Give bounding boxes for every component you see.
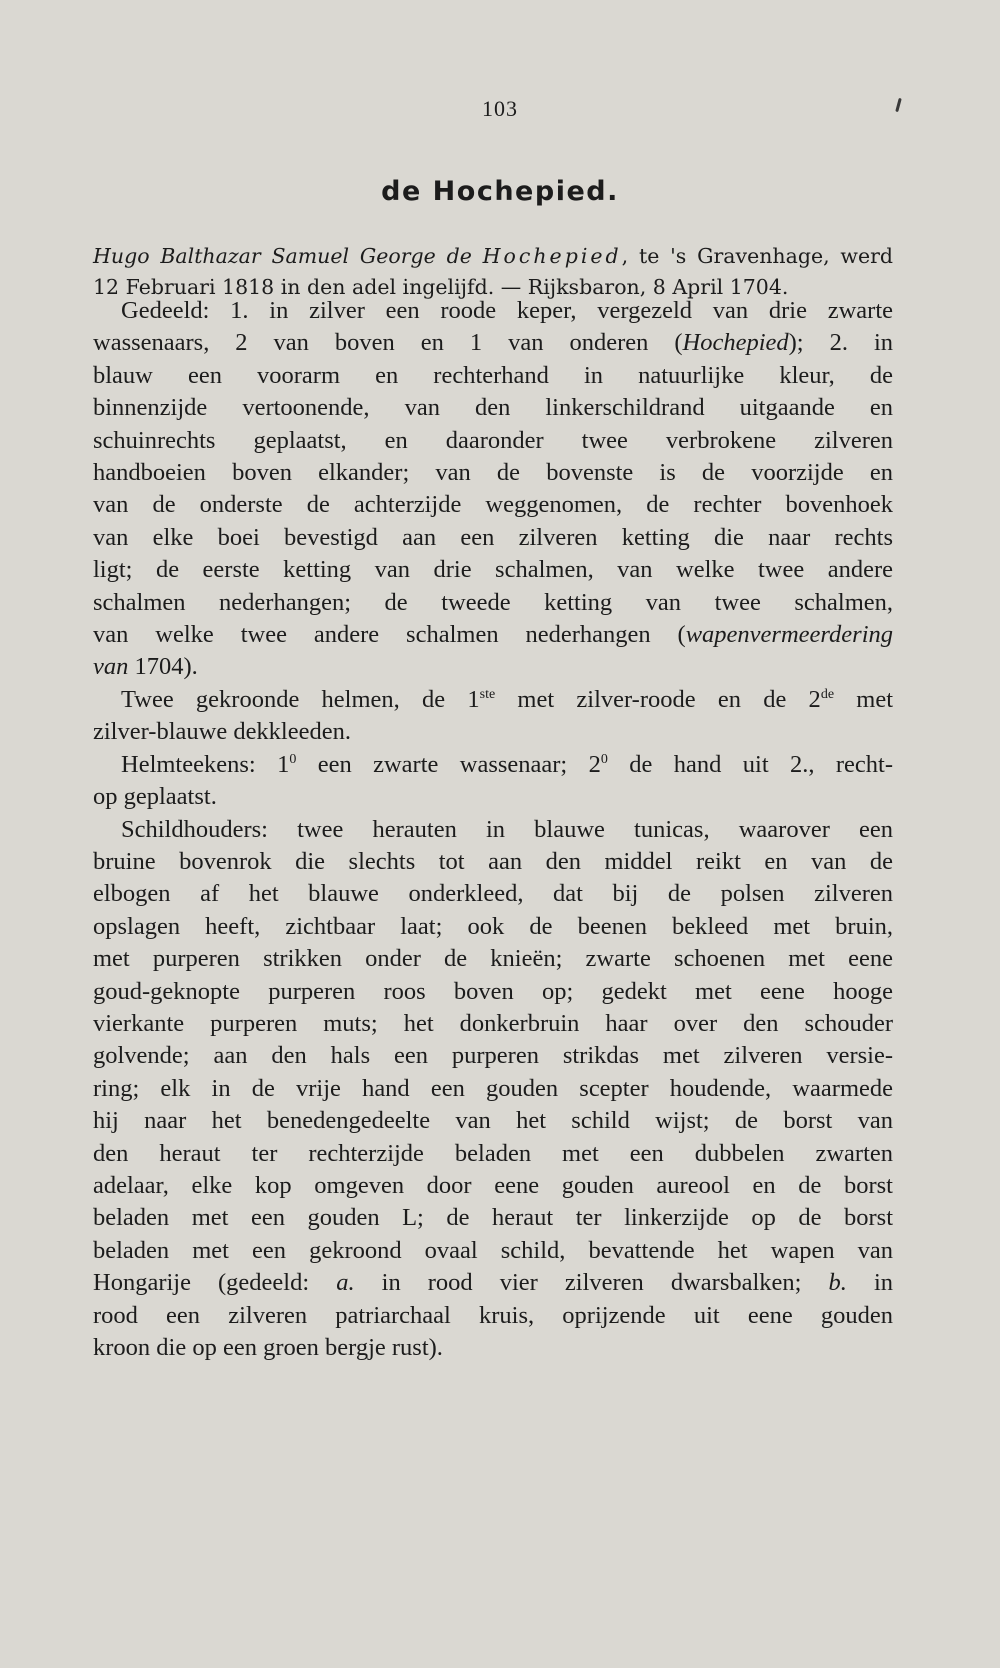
text-line: rood een zilveren patriarchaal kruis, oprijzende uit eene gouden bbox=[93, 1301, 893, 1329]
intro-line-1: Hugo Balthazar Samuel George de Hochepied, te 's Gravenhage, werd bbox=[93, 244, 894, 268]
text-line: van 1704). bbox=[93, 653, 198, 681]
text-line: schalmen nederhangen; de tweede ketting van twee schalmen, bbox=[93, 588, 893, 616]
text-line: van welke twee andere schalmen nederhangen (wapenvermeerdering bbox=[93, 621, 893, 649]
text-line: Twee gekroonde helmen, de 1ste met zilver-roode en de 2de met bbox=[121, 685, 893, 713]
text-line: beladen met een gouden L; de heraut ter linkerzijde op de borst bbox=[93, 1204, 893, 1232]
text-line: adelaar, elke kop omgeven door eene gouden aureool en de borst bbox=[93, 1171, 893, 1199]
text-line: op geplaatst. bbox=[93, 783, 217, 811]
text-line: bruine bovenrok die slechts tot aan den middel reikt en van de bbox=[93, 847, 893, 875]
text-line: golvende; aan den hals een purperen strikdas met zilveren versie- bbox=[93, 1042, 893, 1070]
text-line: schuinrechts geplaatst, en daaronder twee verbrokene zilveren bbox=[93, 426, 893, 454]
family-title: de Hochepied. bbox=[381, 176, 619, 207]
text-line: vierkante purperen muts; het donkerbruin haar over den schouder bbox=[93, 1009, 893, 1037]
text-line: Schildhouders: twee herauten in blauwe tunicas, waarover een bbox=[121, 815, 893, 843]
text-line: blauw een voorarm en rechterhand in natuurlijke kleur, de bbox=[93, 361, 893, 389]
text-line: ring; elk in de vrije hand een gouden scepter houdende, waarmede bbox=[93, 1074, 893, 1102]
text-line: elbogen af het blauwe onderkleed, dat bij de polsen zilveren bbox=[93, 880, 893, 908]
blazon-text bbox=[93, 295, 893, 1364]
text-line: handboeien boven elkander; van de bovenste is de voorzijde en bbox=[93, 459, 893, 487]
text-line: van elke boei bevestigd aan een zilveren ketting die naar rechts bbox=[93, 523, 893, 551]
text-line: binnenzijde vertoonende, van den linkerschildrand uitgaande en bbox=[93, 394, 893, 422]
text-line: goud-geknopte purperen roos boven op; gedekt met eene hooge bbox=[93, 977, 893, 1005]
text-line: met purperen strikken onder de knieën; zwarte schoenen met eene bbox=[93, 945, 893, 973]
text-line: beladen met een gekroond ovaal schild, bevattende het wapen van bbox=[93, 1236, 893, 1264]
text-line: van de onderste de achterzijde weggenomen, de rechter bovenhoek bbox=[93, 491, 893, 519]
text-line: Hongarije (gedeeld: a. in rood vier zilveren dwarsbalken; b. in bbox=[93, 1269, 894, 1297]
text-line: hij naar het benedengedeelte van het schild wijst; de borst van bbox=[93, 1107, 893, 1135]
text-line: wassenaars, 2 van boven en 1 van onderen (Hochepied); 2. in bbox=[93, 329, 894, 357]
text-line: opslagen heeft, zichtbaar laat; ook de beenen bekleed met bruin, bbox=[93, 912, 893, 940]
intro-line-2: 12 Februari 1818 in den adel ingelijfd. — Rijksbaron, 8 April 1704. bbox=[93, 275, 789, 299]
text-line: ligt; de eerste ketting van drie schalmen, van welke twee andere bbox=[93, 556, 893, 584]
text-line: kroon die op een groen bergje rust). bbox=[93, 1334, 443, 1361]
intro-paragraph bbox=[93, 241, 893, 303]
text-line: zilver-blauwe dekkleeden. bbox=[93, 718, 351, 746]
text-line: den heraut ter rechterzijde beladen met een dubbelen zwarten bbox=[93, 1139, 893, 1167]
page-number: 103 bbox=[482, 96, 518, 121]
text-line: Gedeeld: 1. in zilver een roode keper, vergezeld van drie zwarte bbox=[121, 297, 893, 324]
text-line: Helmteekens: $1^0$ een zwarte wassenaar; $2^0$ de hand uit 2., recht- bbox=[121, 750, 894, 778]
